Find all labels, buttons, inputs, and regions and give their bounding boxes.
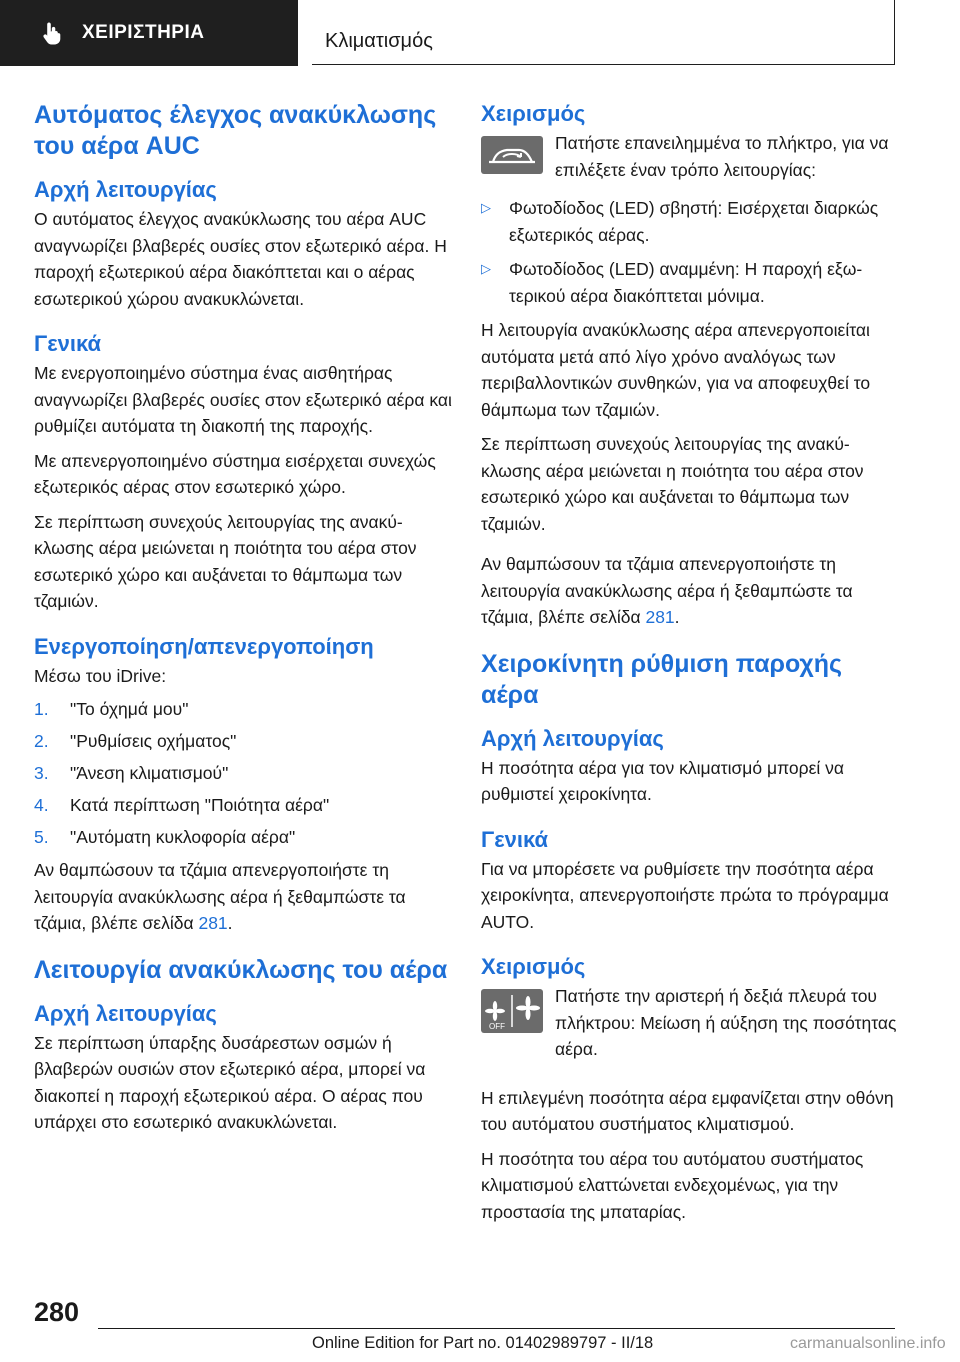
list-item	[34, 697, 454, 721]
section-title-auc: Αυτόματος έλεγχος ανακύκλωσης του αέρα AUC	[34, 101, 437, 160]
triangle-bullet-icon: ▷	[481, 200, 491, 215]
triangle-bullet-icon: ▷	[481, 261, 491, 276]
list-item	[481, 195, 901, 248]
heading-activation: Ενεργοποίηση/απενεργοποίηση	[34, 633, 374, 659]
principle-text: Ο αυτόματος έλεγχος ανακύκλωσης του αέρα AUC αναγνωρίζει βλαβερές ουσίες στον εξωτερικό αέρα. Η παροχή εξωτερικού αέρα διακόπτεται και ο αέρας εσωτερικού χώρου ανακυκλώνεται.	[34, 209, 447, 309]
section-label: Κλιματισμός	[325, 30, 433, 52]
note-text: Αν θαμπώσουν τα τζάμια απενεργοποιήστε τη λειτουργία ανακύκλωσης αέρα ή ξεθαμπώστε τα τζάμια, βλέπε σελίδα	[34, 860, 406, 933]
idrive-steps	[34, 697, 454, 849]
hand-pointer-icon	[42, 21, 64, 45]
list-item	[34, 825, 454, 849]
activation-note	[34, 857, 454, 937]
recirculation-principle-text: Σε περίπτωση ύπαρξης δυσάρεστων οσμών ή βλαβερών ουσιών στον εξωτερικό αέρα, μπορεί να διακοπεί η παροχή εξωτερικού αέρα. Ο αέρας που υπάρχει στο εσωτερικό ανακυκλώνεται.	[34, 1032, 426, 1132]
step-number: 5.	[34, 827, 49, 847]
section-title-recirculation: Λειτουργία ανακύκλωσης του αέρα	[34, 955, 448, 984]
step-text: "Άνεση κλιματισμού"	[70, 763, 229, 783]
fan-operation-text: Πατήστε την αριστερή ή δεξιά πλευρά του πλήκτρου: Μείωση ή αύξηση της ποσότητας αέρα.	[555, 986, 897, 1059]
section-header	[312, 0, 895, 65]
off-label: OFF	[489, 1022, 505, 1031]
manual-principle-text: Η ποσότητα αέρα για τον κλιματισμό μπορεί να ρυθμιστεί χειροκίνητα.	[481, 757, 844, 804]
car-recirculation-icon	[481, 136, 543, 174]
edition-text: Online Edition for Part no. 01402989797 - II/18	[312, 1334, 654, 1352]
recirculation-button-icon	[481, 136, 543, 174]
chapter-label: ΧΕΙΡΙΣΤΗΡΙΑ	[82, 22, 205, 43]
bullet-text: Φωτοδίοδος (LED) αναμμένη: Η παροχή εξωτερικού αέρα διακόπτεται μόνιμα.	[509, 259, 863, 306]
fan-display-text: Η επιλεγμένη ποσότητα αέρα εμφανίζεται στην οθόνη του αυτόματου συστήματος κλιματισμού.	[481, 1087, 894, 1134]
step-number: 1.	[34, 699, 49, 719]
step-text: Κατά περίπτωση "Ποιότητα αέρα"	[70, 795, 330, 815]
heading-operation-2: Χειρισμός	[481, 954, 586, 979]
note-end: .	[227, 913, 233, 933]
note-end: .	[674, 607, 680, 627]
step-text: "Ρυθμίσεις οχήματος"	[70, 731, 237, 751]
list-item	[34, 761, 454, 785]
general-text-2: Με απενεργοποιημένο σύστημα εισέρχεται συνεχώς εξωτερικός αέρας στον εσωτερικό χώρο.	[34, 450, 436, 497]
step-text: "Το όχημά μου"	[70, 699, 189, 719]
heading-principle-2: Αρχή λειτουργίας	[34, 1000, 217, 1026]
heading-general-2: Γενικά	[481, 826, 549, 852]
heading-principle: Αρχή λειτουργίας	[34, 177, 217, 202]
heading-principle-3: Αρχή λειτουργίας	[481, 725, 664, 751]
operation-note	[481, 551, 901, 631]
fan-button-icon	[481, 989, 543, 1033]
right-column	[481, 100, 901, 1233]
note-text: Αν θαμπώσουν τα τζάμια απενεργοποιήστε τη λειτουργία ανακύκλωσης αέρα ή ξεθαμπώστε τα τζάμια, βλέπε σελίδα	[481, 554, 853, 627]
section-title-manual-airflow: Χειροκίνητη ρύθμιση παροχής αέρα	[481, 649, 843, 709]
operation-text: Πατήστε επανειλημμένα το πλήκτρο, για να επιλέξετε έναν τρόπο λειτουργίας:	[555, 133, 889, 180]
list-item	[34, 729, 454, 753]
step-number: 4.	[34, 795, 49, 815]
general-text-1: Με ενεργοποιημένο σύστημα ένας αισθητήρας αναγνωρίζει βλαβερές ουσίες στον εξωτερικό αέρα και ρυθμίζει αυτόματα τη διακοπή της παροχής.	[34, 363, 452, 436]
page-number: 280	[34, 1297, 80, 1327]
operation-text-3: Σε περίπτωση συνεχούς λειτουργίας της ανακύκλωσης αέρα μειώνεται η ποιότητα του αέρα στον εσωτερικό χώρο και αυξάνεται το θάμπωμα των τζαμιών.	[481, 434, 864, 534]
manual-general-text: Για να μπορέσετε να ρυθμίσετε την ποσότητα αέρα χειροκίνητα, απενεργοποιήστε πρώτα το πρόγραμμα AUTO.	[481, 858, 889, 932]
heading-general: Γενικά	[34, 331, 102, 356]
led-states-list	[481, 195, 901, 309]
operation-text-2: Η λειτουργία ανακύκλωσης αέρα απενεργοποιείται αυτόματα μετά από λίγο χρόνο αναλόγως των περιβαλλοντικών συνθηκών, για να αποφευχθεί το θάμπωμα των τζαμιών.	[481, 320, 871, 420]
list-item	[481, 256, 901, 309]
step-text: "Αυτόματη κυκλοφορία αέρα"	[70, 827, 296, 847]
bullet-text: Φωτοδίοδος (LED) σβηστή: Εισέρχεται διαρκώς εξωτερικός αέρας.	[509, 198, 879, 245]
list-item	[34, 793, 454, 817]
activation-intro: Μέσω του iDrive:	[34, 665, 167, 686]
general-text-3: Σε περίπτωση συνεχούς λειτουργίας της ανακύκλωσης αέρα μειώνεται η ποιότητα του αέρα στον εσωτερικό χώρο και αυξάνεται το θάμπωμα των τζαμιών.	[34, 511, 417, 611]
footer-divider	[98, 1328, 895, 1329]
heading-operation: Χειρισμός	[481, 101, 586, 126]
step-number: 3.	[34, 763, 49, 783]
battery-protection-text: Η ποσότητα του αέρα του αυτόματου συστήματος κλιματισμού ελαττώνεται ενδεχομένως, για την προστασία της μπαταρίας.	[481, 1148, 864, 1222]
operation-row	[481, 130, 901, 191]
chapter-tab	[0, 0, 298, 66]
watermark-text: carmanualsonline.info	[790, 1335, 946, 1352]
fan-operation-row	[481, 983, 901, 1071]
step-number: 2.	[34, 731, 49, 751]
page-link-281[interactable]: 281	[645, 607, 675, 627]
left-column	[34, 100, 454, 1144]
page-link-281[interactable]: 281	[198, 913, 228, 933]
fan-speed-icon	[481, 989, 543, 1033]
